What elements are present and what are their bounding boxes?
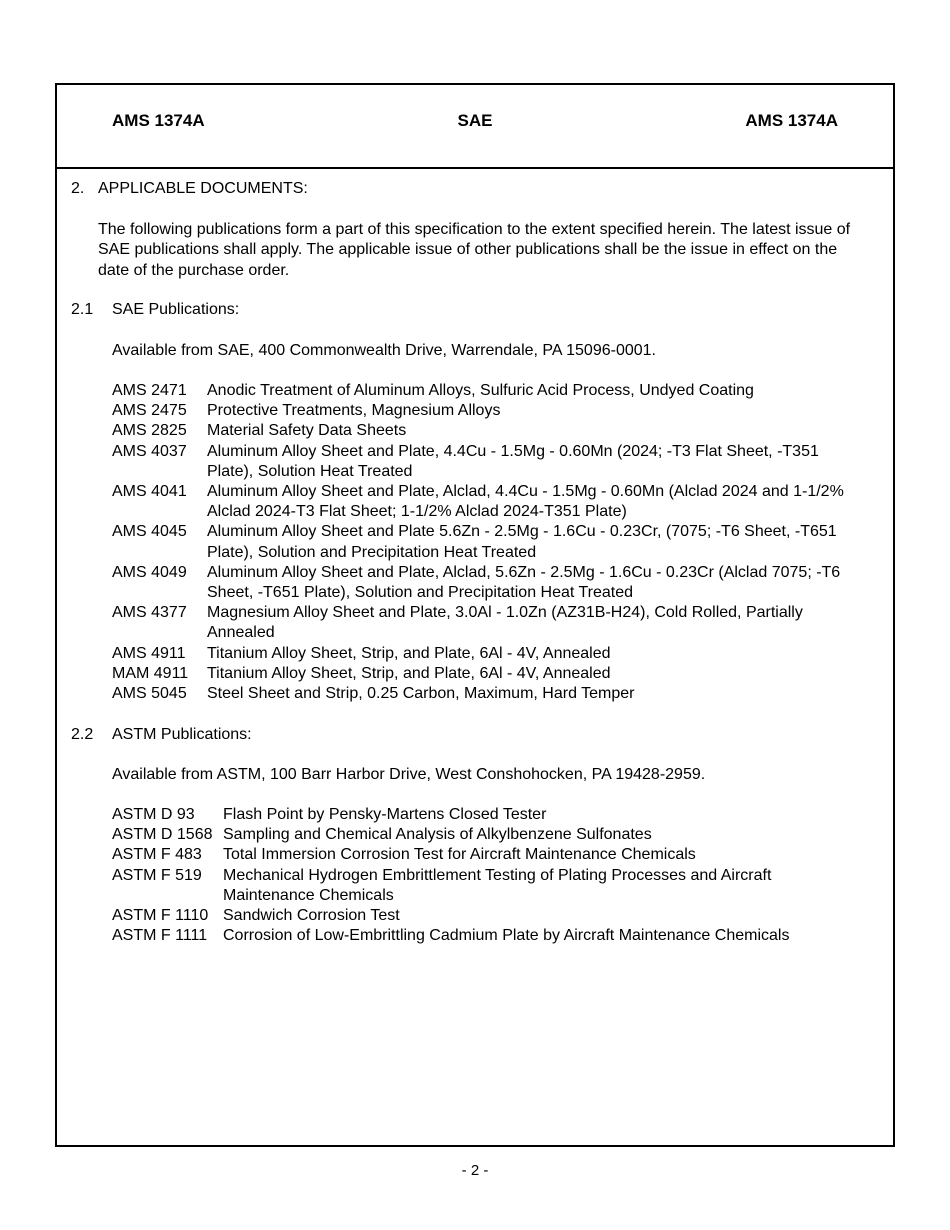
sae-title: Protective Treatments, Magnesium Alloys: [207, 402, 501, 420]
astm-code: ASTM F 1110: [112, 907, 209, 924]
astm-title: Mechanical Hydrogen Embrittlement Testing of Plating Processes and Aircraft Maintenance Chemicals: [223, 866, 772, 904]
section-2-1-number: 2.1: [71, 301, 94, 318]
sae-code: AMS 2471: [112, 382, 187, 399]
sae-title: Aluminum Alloy Sheet and Plate 5.6Zn - 2.5Mg - 1.6Cu - 0.23Cr, (7075; -T6 Sheet, -T651 Plate), Solution and Precipitation Heat Treated: [207, 523, 837, 561]
astm-code: ASTM F 483: [112, 846, 202, 864]
page-frame: [55, 83, 895, 1147]
sae-title: Aluminum Alloy Sheet and Plate, Alclad, 4.4Cu - 1.5Mg - 0.60Mn (Alclad 2024 and 1-1/2% Alclad 2024-T3 Flat Sheet; 1-1/2% Alclad 2024-T351 Plate): [207, 483, 844, 521]
sae-code: AMS 2825: [112, 422, 187, 440]
sae-title: Material Safety Data Sheets: [207, 422, 407, 440]
astm-title: Sandwich Corrosion Test: [223, 907, 400, 924]
section-2-number: 2.: [71, 180, 85, 197]
sae-title: Titanium Alloy Sheet, Strip, and Plate, 6Al - 4V, Annealed: [207, 664, 611, 682]
astm-code: ASTM D 1568: [112, 826, 213, 844]
astm-title: Flash Point by Pensky-Martens Closed Tester: [223, 806, 547, 823]
sae-title: Aluminum Alloy Sheet and Plate, Alclad, 5.6Zn - 2.5Mg - 1.6Cu - 0.23Cr (Alclad 7075; -T6 Sheet, -T651 Plate), Solution and Precipitation Heat Treated: [207, 563, 841, 601]
section-2-1-title: SAE Publications:: [112, 301, 240, 318]
sae-code: AMS 4045: [112, 523, 187, 541]
sae-code: AMS 4049: [112, 563, 187, 581]
sae-title: Steel Sheet and Strip, 0.25 Carbon, Maximum, Hard Temper: [207, 685, 635, 702]
astm-code: ASTM F 519: [112, 866, 202, 884]
section-2-2-title: ASTM Publications:: [112, 726, 252, 743]
astm-title: Sampling and Chemical Analysis of Alkylbenzene Sulfonates: [223, 826, 652, 844]
section-2-title: APPLICABLE DOCUMENTS:: [98, 180, 308, 197]
sae-title: Aluminum Alloy Sheet and Plate, 4.4Cu - 1.5Mg - 0.60Mn (2024; -T3 Flat Sheet, -T351 Plate), Solution Heat Treated: [207, 442, 819, 480]
header-doc-number-left: AMS 1374A: [112, 111, 205, 130]
sae-title: Anodic Treatment of Aluminum Alloys, Sulfuric Acid Process, Undyed Coating: [207, 382, 754, 399]
sae-code: AMS 4041: [112, 483, 187, 500]
sae-title: Titanium Alloy Sheet, Strip, and Plate, 6Al - 4V, Annealed: [207, 644, 611, 662]
section-2-intro: The following publications form a part of this specification to the extent specified herein. The latest issue of SAE publications shall apply. The applicable issue of other publications shall be the issue in effect on the date of the purchase order.: [98, 221, 851, 279]
page-number: - 2 -: [461, 1162, 489, 1179]
astm-title: Corrosion of Low-Embrittling Cadmium Plate by Aircraft Maintenance Chemicals: [223, 927, 790, 945]
sae-code: AMS 4377: [112, 604, 187, 622]
sae-title: Magnesium Alloy Sheet and Plate, 3.0Al - 1.0Zn (AZ31B-H24), Cold Rolled, Partially Annealed: [207, 604, 803, 642]
header-doc-number-right: AMS 1374A: [745, 111, 838, 130]
astm-title: Total Immersion Corrosion Test for Aircraft Maintenance Chemicals: [223, 846, 696, 864]
sae-code: MAM 4911: [112, 664, 189, 682]
page-header: [57, 85, 893, 169]
sae-code: AMS 2475: [112, 402, 187, 420]
sae-code: AMS 5045: [112, 685, 187, 702]
astm-code: ASTM D 93: [112, 806, 195, 823]
astm-availability: Available from ASTM, 100 Barr Harbor Drive, West Conshohocken, PA 19428-2959.: [112, 766, 706, 783]
header-organization: SAE: [457, 111, 493, 130]
sae-code: AMS 4037: [112, 442, 187, 460]
sae-availability: Available from SAE, 400 Commonwealth Drive, Warrendale, PA 15096-0001.: [112, 342, 656, 359]
sae-code: AMS 4911: [112, 644, 186, 662]
astm-code: ASTM F 1111: [112, 927, 208, 945]
section-2-2-number: 2.2: [71, 726, 94, 743]
